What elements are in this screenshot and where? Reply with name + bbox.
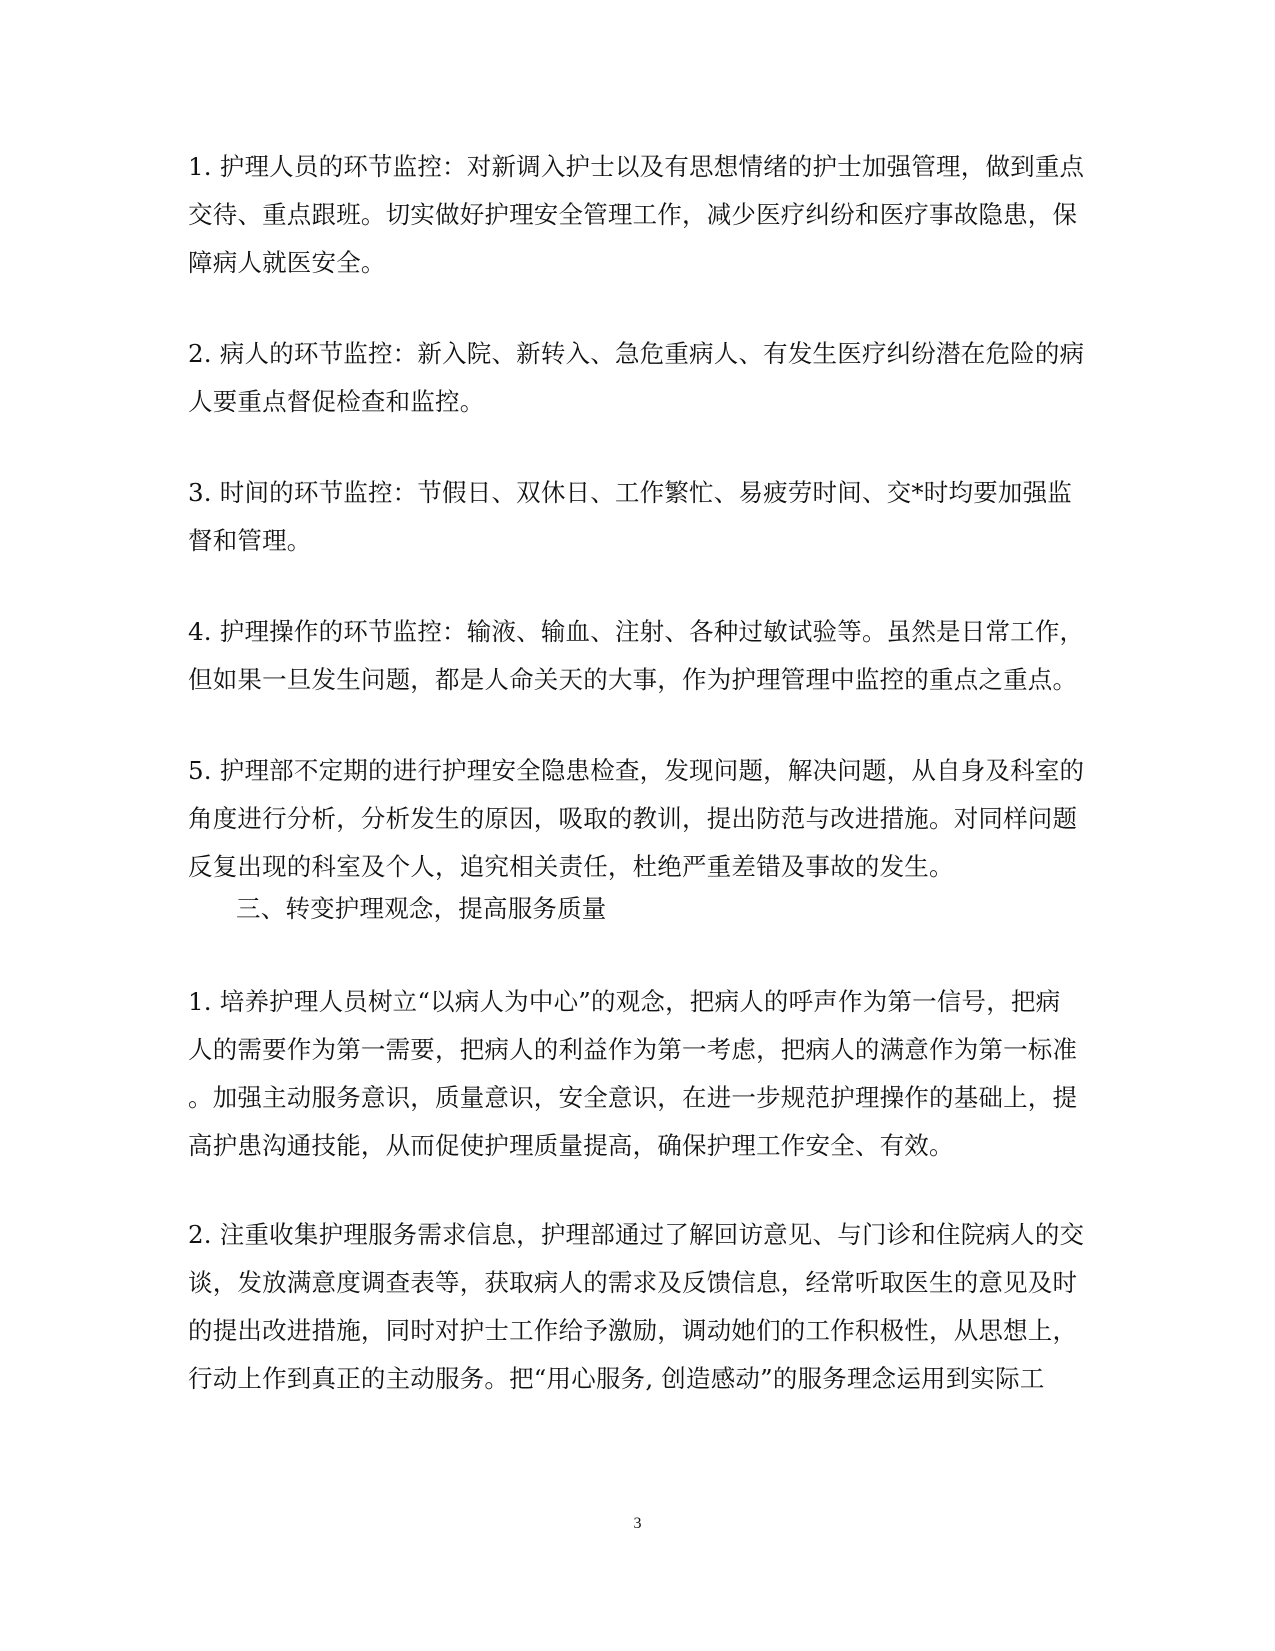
- text-line: 。加强主动服务意识，质量意识，安全意识，在进一步规范护理操作的基础上，提: [188, 1083, 1078, 1112]
- text-line: 角度进行分析，分析发生的原因，吸取的教训，提出防范与改进措施。对同样问题: [188, 804, 1078, 833]
- text-line: 交待、重点跟班。切实做好护理安全管理工作，减少医疗纠纷和医疗事故隐患，保: [188, 200, 1078, 229]
- text-line: 高护患沟通技能，从而促使护理质量提高，确保护理工作安全、有效。: [188, 1131, 954, 1160]
- text-line: 1. 护理人员的环节监控：对新调入护士以及有思想情绪的护士加强管理，做到重点: [188, 152, 1085, 181]
- text-line: 4. 护理操作的环节监控：输液、输血、注射、各种过敏试验等。虽然是日常工作，: [188, 617, 1085, 646]
- text-line: 5. 护理部不定期的进行护理安全隐患检查，发现问题，解决问题，从自身及科室的: [188, 756, 1085, 785]
- paragraph-safety-inspection: [188, 747, 1088, 891]
- text-line: 3. 时间的环节监控：节假日、双休日、工作繁忙、易疲劳时间、交*时均要加强监: [188, 478, 1073, 507]
- paragraph-patient-monitoring: [188, 330, 1088, 426]
- paragraph-time-monitoring: [188, 469, 1088, 565]
- text-line: 行动上作到真正的主动服务。把“用心服务, 创造感动”的服务理念运用到实际工: [188, 1364, 1045, 1393]
- page-number: 3: [633, 1515, 642, 1532]
- text-line: 但如果一旦发生问题，都是人命关天的大事，作为护理管理中监控的重点之重点。: [188, 665, 1078, 694]
- paragraph-patient-centered: [188, 978, 1088, 1170]
- heading-line: 三、转变护理观念，提高服务质量: [236, 894, 607, 923]
- section-heading: [236, 885, 1136, 933]
- text-line: 1. 培养护理人员树立“以病人为中心”的观念，把病人的呼声作为第一信号，把病: [188, 987, 1061, 1016]
- text-line: 人的需要作为第一需要，把病人的利益作为第一考虑，把病人的满意作为第一标准: [188, 1035, 1078, 1064]
- paragraph-nurse-staff-monitoring: [188, 143, 1088, 287]
- text-line: 2. 病人的环节监控：新入院、新转入、急危重病人、有发生医疗纠纷潜在危险的病: [188, 339, 1085, 368]
- text-line: 的提出改进措施，同时对护士工作给予激励，调动她们的工作积极性，从思想上，: [188, 1316, 1078, 1345]
- text-line: 障病人就医安全。: [188, 248, 386, 277]
- text-line: 反复出现的科室及个人，追究相关责任，杜绝严重差错及事故的发生。: [188, 852, 954, 881]
- text-line: 谈，发放满意度调查表等，获取病人的需求及反馈信息，经常听取医生的意见及时: [188, 1268, 1078, 1297]
- paragraph-operation-monitoring: [188, 608, 1088, 704]
- text-line: 人要重点督促检查和监控。: [188, 387, 485, 416]
- paragraph-service-feedback: [188, 1211, 1088, 1403]
- text-line: 督和管理。: [188, 526, 312, 555]
- text-line: 2. 注重收集护理服务需求信息，护理部通过了解回访意见、与门诊和住院病人的交: [188, 1220, 1085, 1249]
